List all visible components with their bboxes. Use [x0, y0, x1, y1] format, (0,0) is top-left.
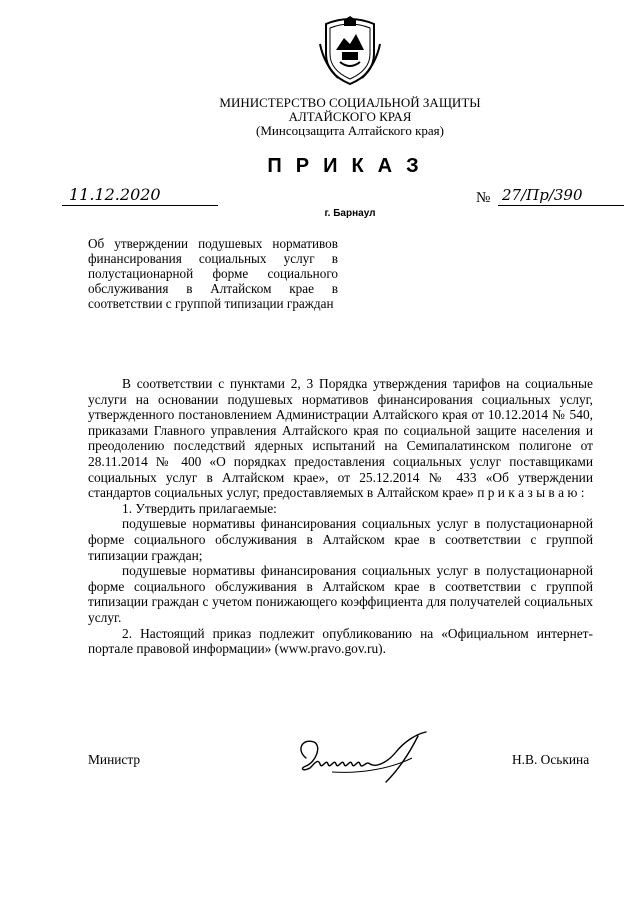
order-number-text: 27/Пр/390 [502, 186, 583, 204]
body-paragraph-item1: 1. Утвердить прилагаемые: [122, 500, 277, 516]
body-paragraph-preamble: В соответствии с пунктами 2, 3 Порядка утверждения тарифов на социальные услуги на основании подушевых нормативов финансирования социальных услуг, утвержденного постановлением Администрации Алтайского края от 10.12.2014 № 540, приказами Главного управления Алтайского края по социальной защите населения и преодолению последствий ядерных испытаний на Семипалатинском полигоне от 28.11.2014 № 400 «О порядках предоставления социальных услуг поставщиками социальных услуг в Алтайском крае», от 25.12.2014 № 433 «Об утверждении стандартов социальных услуг, предоставляемых в Алтайском крае» п р и к а з ы в а ю : [88, 376, 593, 501]
signatory-name: Н.В. Оськина [512, 752, 590, 767]
order-title: ПРИКАЗ [267, 155, 433, 177]
number-underline [498, 205, 624, 206]
altai-coat-of-arms-icon [318, 14, 382, 86]
body-paragraph-item2: 2. Настоящий приказ подлежит опубликованию на «Официальном интернет-портале правовой информации» (www.pravo.gov.ru). [88, 625, 593, 657]
order-number-sign: № [476, 190, 491, 206]
order-date-text: 11.12.2020 [69, 186, 161, 204]
order-date [65, 186, 205, 204]
ministry-short-name: (Минсоцзащита Алтайского края) [256, 123, 444, 138]
signatory-role: Министр [88, 752, 141, 767]
order-subject: Об утверждении подушевых нормативов финансирования социальных услуг в полустационарной форме социального обслуживания в Алтайском крае в соответствии с группой типизации граждан [88, 236, 338, 311]
date-underline [62, 205, 218, 206]
order-number [500, 186, 620, 204]
handwritten-signature [292, 728, 442, 788]
order-city: г. Барнаул [324, 208, 376, 219]
body-paragraph-item1a: подушевые нормативы финансирования социальных услуг в полустационарной форме социального обслуживания в Алтайском крае в соответствии с группой типизации граждан; [88, 516, 593, 563]
body-paragraph-item1b: подушевые нормативы финансирования социальных услуг в полустационарной форме социального обслуживания в Алтайском крае в соответствии с группой типизации граждан с учетом понижающего коэффициента для получателей социальных услуг. [88, 563, 593, 625]
ministry-name-line2: АЛТАЙСКОГО КРАЯ [288, 109, 412, 124]
ministry-name-line1: МИНИСТЕРСТВО СОЦИАЛЬНОЙ ЗАЩИТЫ [219, 95, 481, 110]
order-body [88, 376, 593, 657]
